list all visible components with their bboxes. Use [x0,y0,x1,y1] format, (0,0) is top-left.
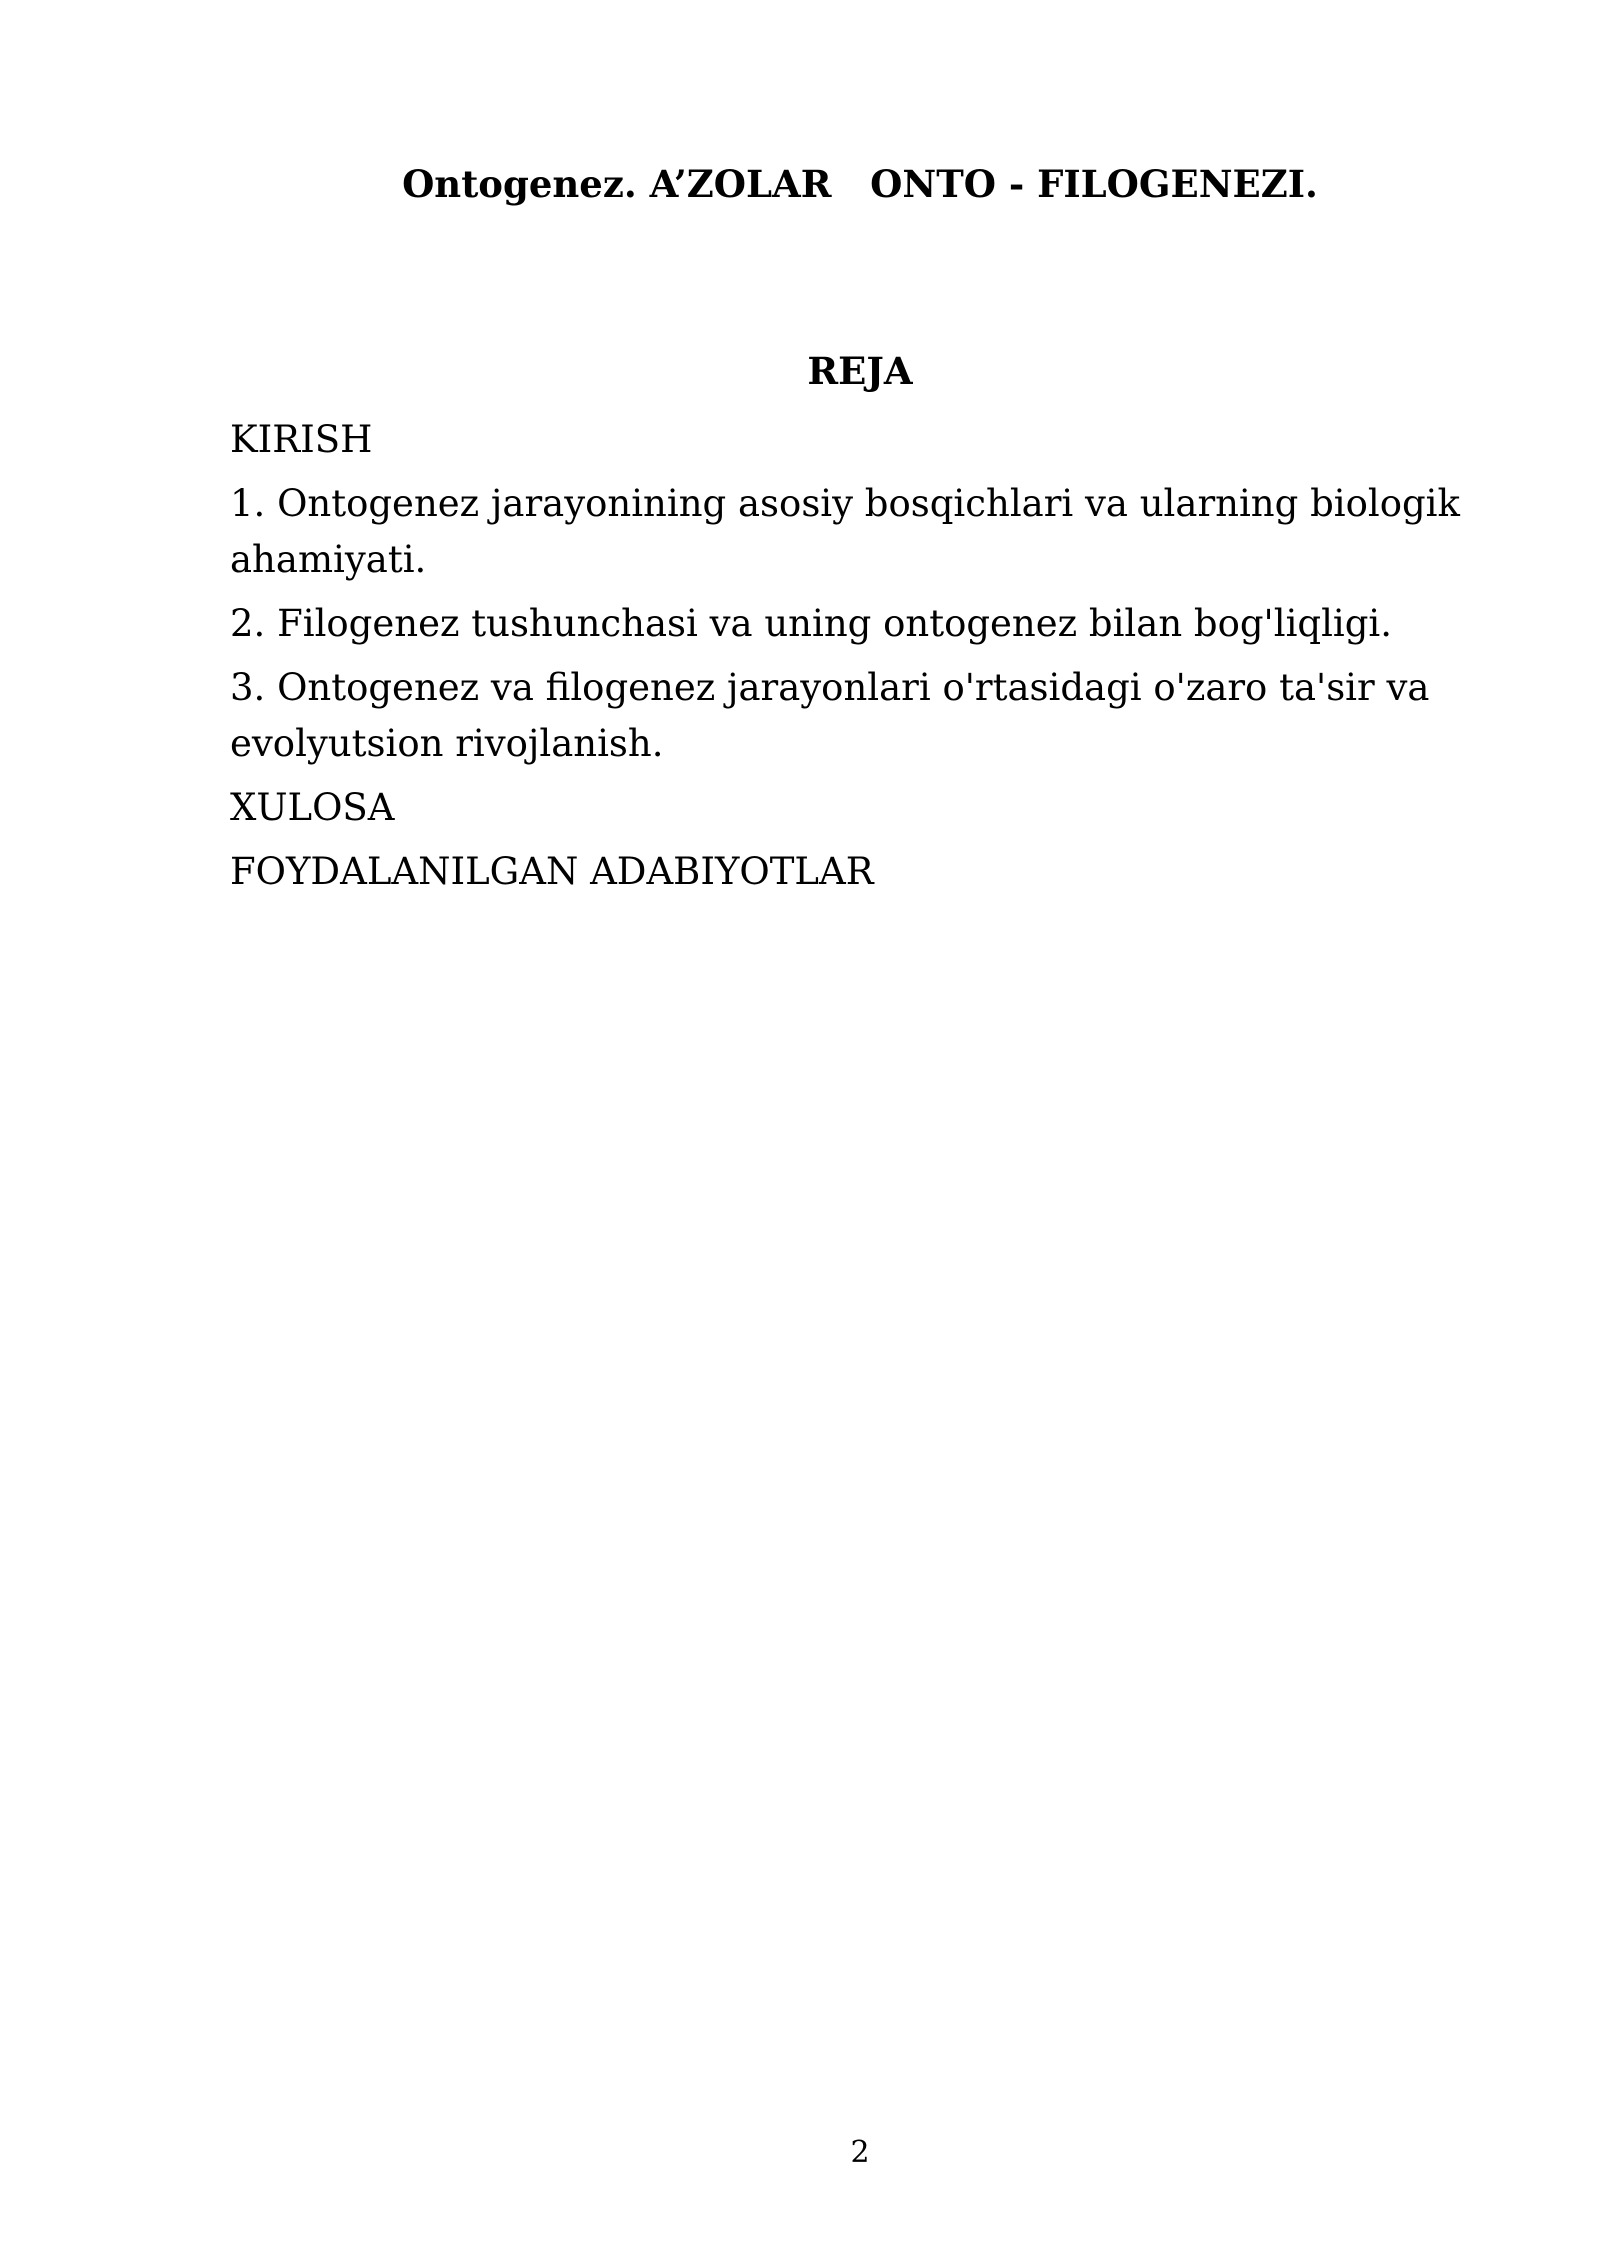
document-title: Ontogenez. A’ZOLAR ONTO - FILOGENEZI. [402,162,1318,206]
plan-item-introduction: KIRISH [230,418,373,461]
plan-heading: REJA [807,349,913,393]
plan-item-conclusion: XULOSA [230,786,395,829]
plan-item-3: 3. Ontogenez va filogenez jarayonlari o'rtasidagi o'zaro ta'sir va evolyutsion rivojlanish. [230,666,1430,765]
plan-item-references: FOYDALANILGAN ADABIYOTLAR [230,850,874,893]
plan-list [230,412,1510,908]
plan-item-1: 1. Ontogenez jarayonining asosiy bosqichlari va ularning biologik ahamiyati. [230,482,1460,581]
page-number: 2 [850,2135,870,2170]
plan-item-2: 2. Filogenez tushunchasi va uning ontogenez bilan bog'liqligi. [230,602,1393,645]
